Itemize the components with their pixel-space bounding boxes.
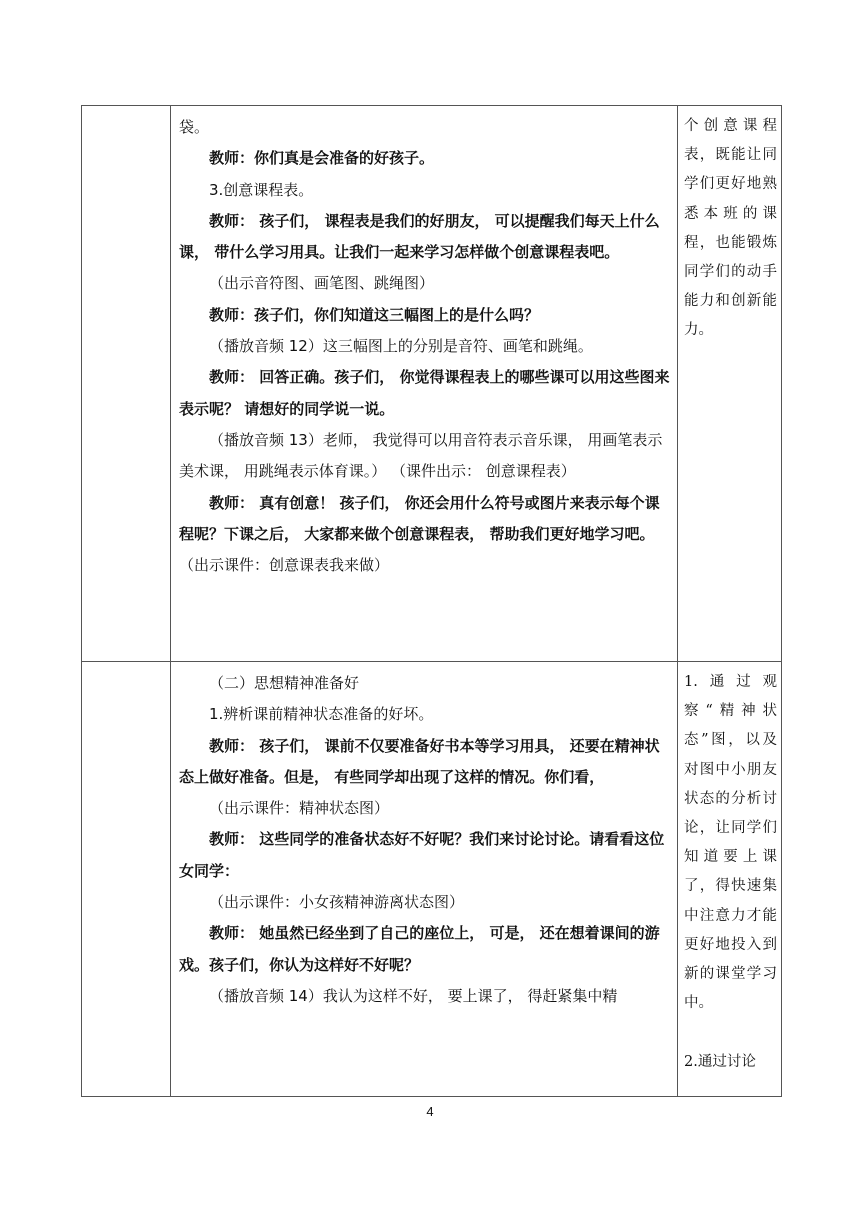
paragraph: （出示音符图、画笔图、跳绳图） bbox=[209, 274, 435, 293]
note-cell bbox=[678, 662, 782, 1097]
paragraph: 1.辨析课前精神状态准备的好坏。 bbox=[209, 705, 434, 724]
plain-text: （出示课件：创意课表我来做） bbox=[179, 556, 390, 575]
paragraph: （出示课件：小女孩精神游离状态图） bbox=[209, 893, 465, 912]
page-number: 4 bbox=[426, 1104, 434, 1119]
content-cell bbox=[171, 662, 678, 1097]
paragraph: （播放音频 12）这三幅图上的分别是音符、画笔和跳绳。 bbox=[209, 337, 593, 356]
lesson-table bbox=[81, 105, 782, 1097]
paragraph: 教师： 这些同学的准备状态好不好呢？我们来讨论讨论。请看看这位女同学： bbox=[179, 830, 665, 880]
table-row bbox=[82, 662, 782, 1097]
side-note bbox=[678, 106, 781, 346]
paragraph: 教师： 孩子们， 课程表是我们的好朋友， 可以提醒我们每天上什么课， 带什么学习用具。让我们一起来学习怎样做个创意课程表吧。 bbox=[179, 211, 660, 262]
paragraph: 教师： 回答正确。孩子们， 你觉得课程表上的哪些课可以用这些图来表示呢？ 请想好的同学说一说。 bbox=[179, 368, 670, 418]
content-text bbox=[171, 662, 677, 1012]
paragraph: 教师：孩子们，你们知道这三幅图上的是什么吗？ bbox=[209, 305, 540, 324]
side-note bbox=[678, 662, 781, 1077]
spacer bbox=[684, 1018, 777, 1047]
paragraph: 教师： 她虽然已经坐到了自己的座位上， 可是， 还在想着课间的游戏。孩子们，你认为这样好不好呢？ bbox=[179, 924, 660, 974]
content-text bbox=[171, 106, 677, 581]
paragraph: 教师：你们真是会准备的好孩子。 bbox=[209, 149, 435, 168]
paragraph: （出示课件：精神状态图） bbox=[209, 799, 390, 818]
empty-cell bbox=[82, 106, 171, 662]
section-heading: （二）思想精神准备好 bbox=[209, 674, 360, 692]
side-note-text: 1.通过观察“精神状态”图，以及对图中小朋友状态的分析讨论，让同学们知道要上课了，得快速集中注意力才能更好地投入到新的课堂学习中。 bbox=[684, 674, 777, 1012]
side-note-text: 2.通过讨论 bbox=[684, 1053, 756, 1070]
paragraph: （播放音频 13）老师， 我觉得可以用音符表示音乐课， 用画笔表示美术课， 用跳绳表示体育课。） （课件出示： 创意课程表） bbox=[179, 430, 663, 481]
paragraph bbox=[179, 488, 671, 582]
side-note-text: 个创意课程表，既能让同学们更好地熟悉本班的课程，也能锻炼同学们的动手能力和创新能力。 bbox=[684, 118, 777, 339]
paragraph: 教师： 孩子们， 课前不仅要准备好书本等学习用具， 还要在精神状态上做好准备。但是， 有些同学却出现了这样的情况。你们看， bbox=[179, 736, 660, 786]
note-cell bbox=[678, 106, 782, 662]
paragraph: （播放音频 14）我认为这样不好， 要上课了， 得赶紧集中精 bbox=[209, 986, 618, 1005]
paragraph: 3.创意课程表。 bbox=[209, 180, 314, 199]
content-cell bbox=[171, 106, 678, 662]
table-row bbox=[82, 106, 782, 662]
bold-text: 教师： 真有创意！ 孩子们， 你还会用什么符号或图片来表示每个课程呢？下课之后， 大家都来做个创意课程表， 帮助我们更好地学习吧。 bbox=[179, 493, 660, 543]
paragraph: 袋。 bbox=[179, 118, 210, 136]
empty-cell bbox=[82, 662, 171, 1097]
